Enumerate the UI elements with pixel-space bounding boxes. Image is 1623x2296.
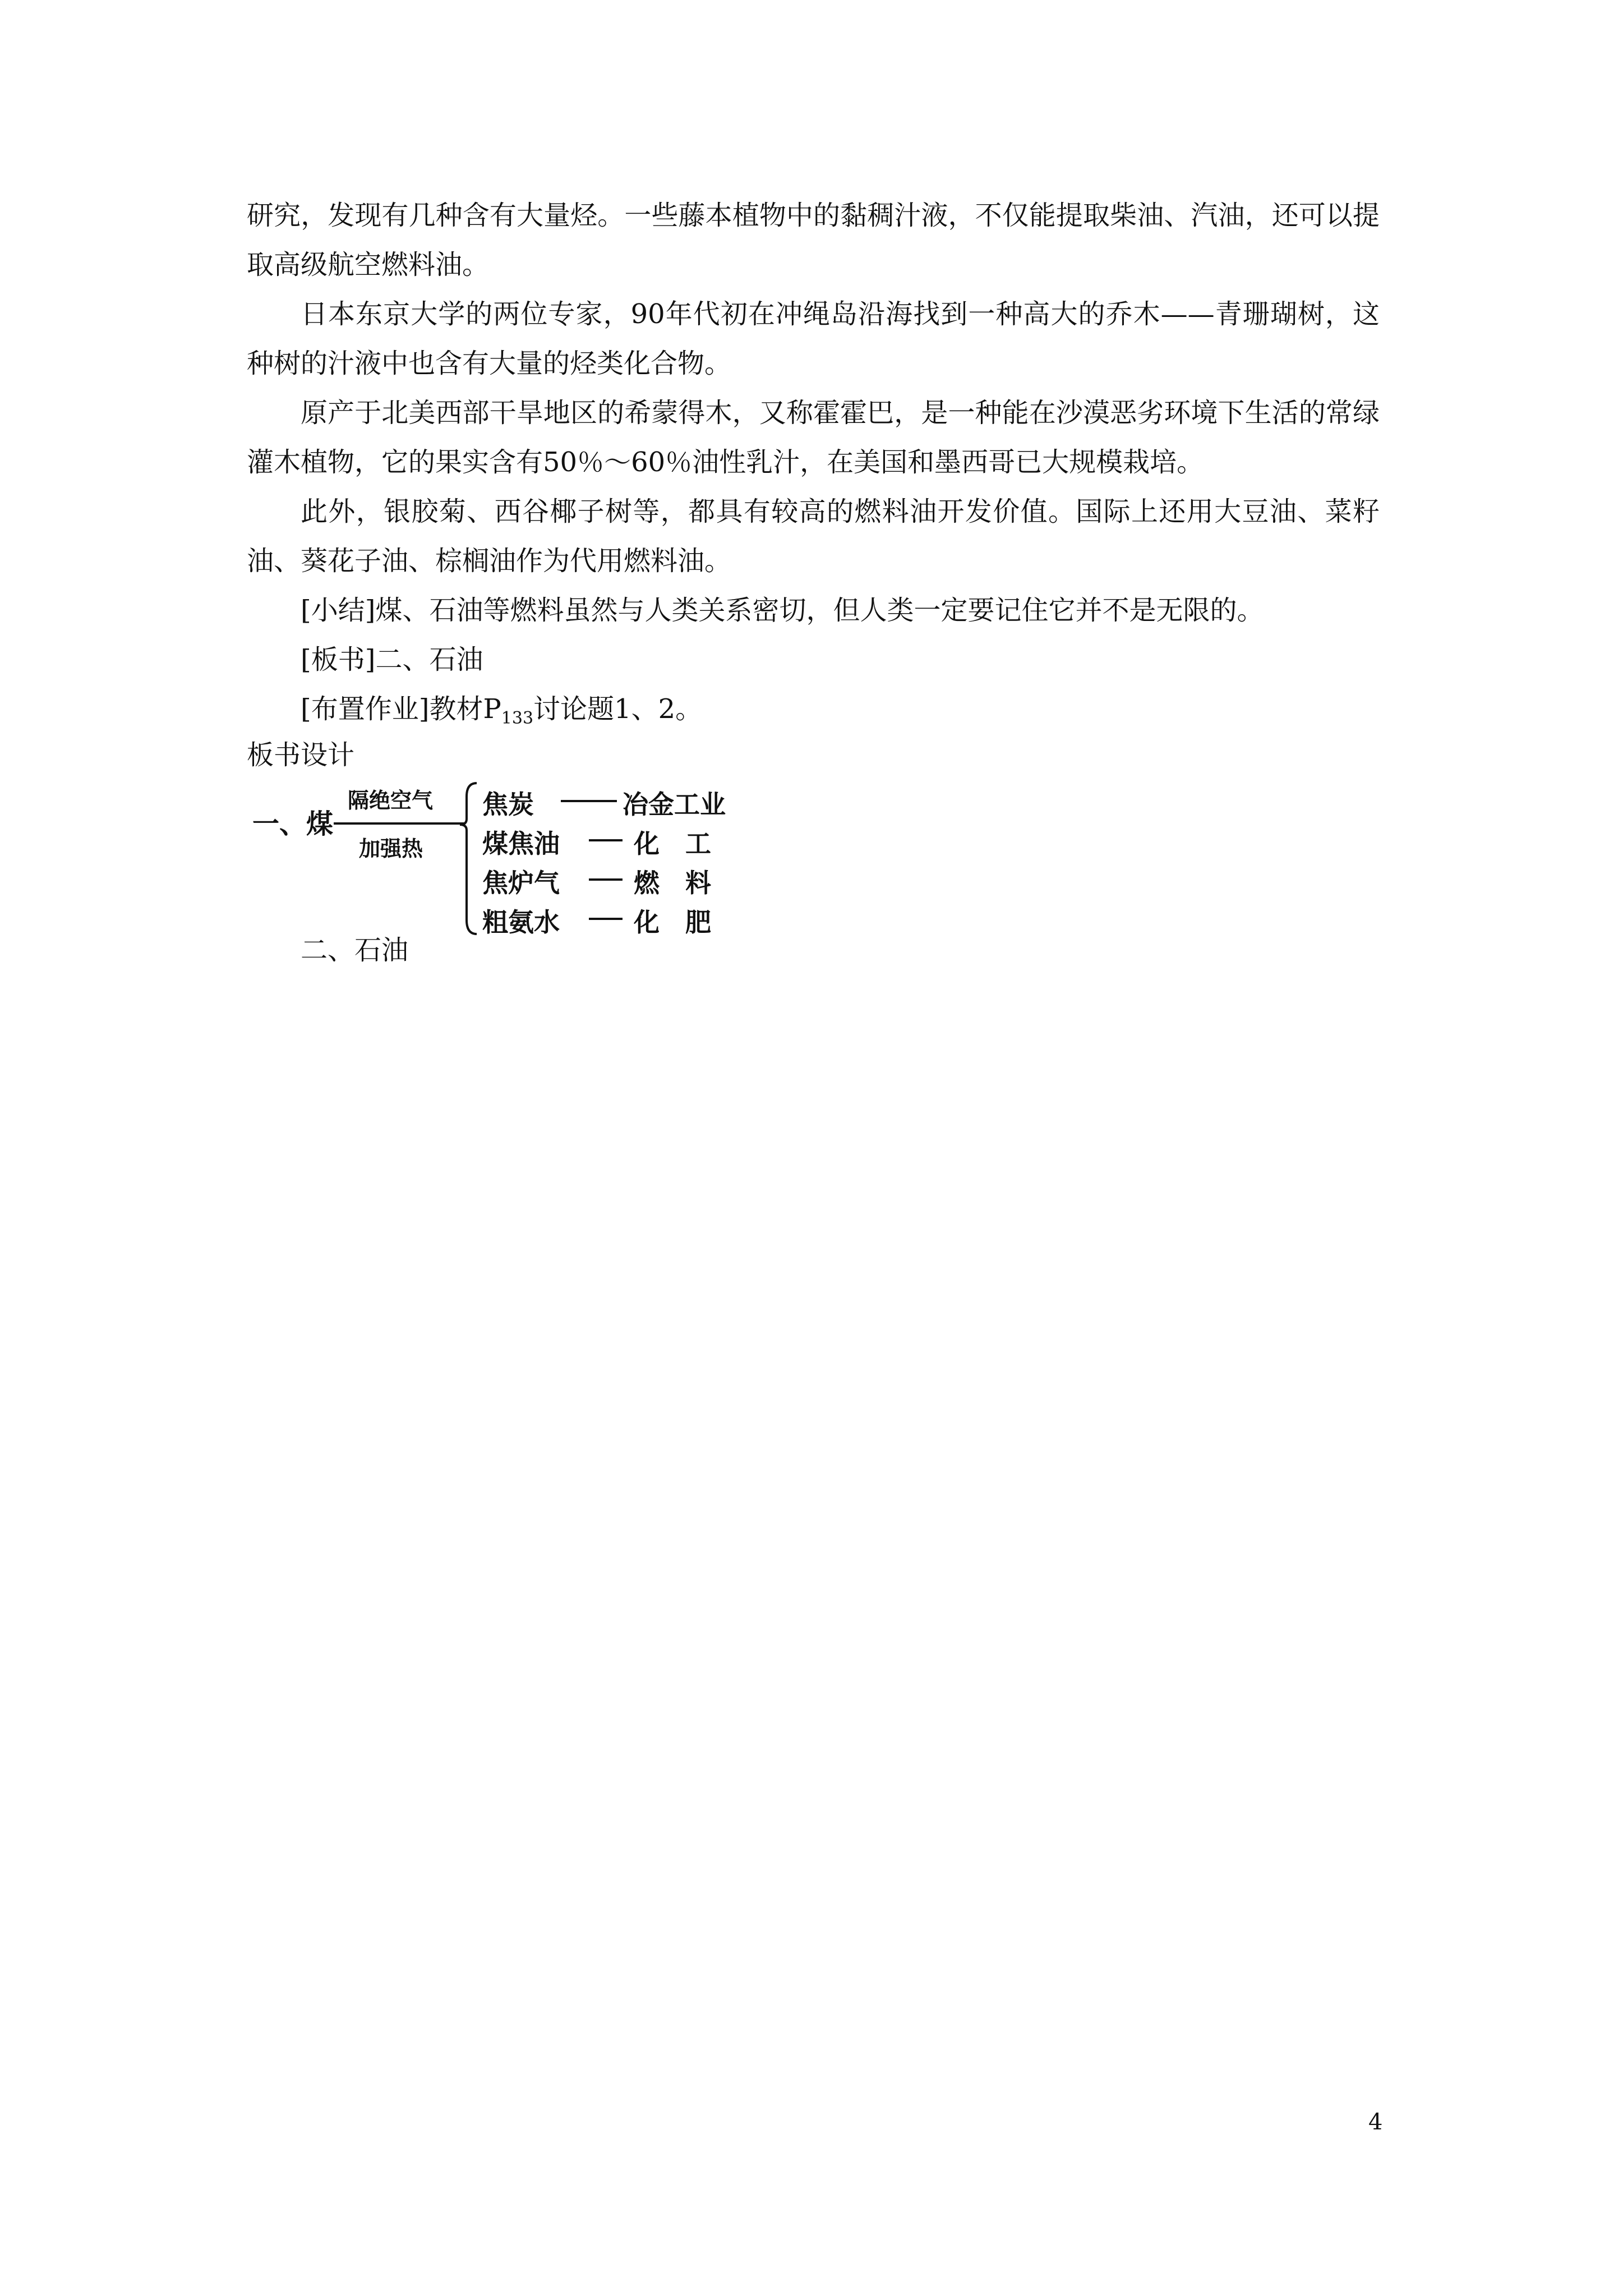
board-design-heading: 板书设计: [247, 739, 355, 771]
product-use-2: 化 工: [634, 829, 711, 859]
section-two-petroleum: 二、石油: [301, 935, 409, 966]
summary-line: [小结]煤、石油等燃料虽然与人类关系密切，但人类一定要记住它并不是无限的。: [301, 595, 1264, 626]
diagram-condition-bottom: 加强热: [359, 836, 423, 861]
board-design-diagram: [247, 780, 751, 948]
board-note-line: [板书]二、石油: [301, 644, 483, 675]
diagram-condition-top: 隔绝空气: [348, 788, 434, 813]
paragraph-plant-oils: 研究，发现有几种含有大量烃。一些藤本植物中的黏稠汁液，不仅能提取柴油、汽油，还可以提取高级航空燃料油。: [247, 200, 1380, 280]
homework-suffix: 讨论题1、2。: [533, 693, 703, 725]
product-use-4: 化 肥: [634, 907, 711, 937]
homework-line: [301, 684, 702, 743]
homework-page-subscript: 133: [501, 708, 534, 728]
page-number: 4: [1368, 2109, 1383, 2135]
diagram-source-coal: 一、煤: [252, 808, 334, 840]
paragraph-other-plants: 此外，银胶菊、西谷椰子树等，都具有较高的燃料油开发价值。国际上还用大豆油、菜籽油、葵花子油、棕榈油作为代用燃料油。: [247, 496, 1380, 577]
product-name-3: 焦炉气: [482, 868, 560, 898]
product-name-1: 焦炭: [482, 789, 534, 820]
product-use-3: 燃 料: [634, 868, 711, 898]
product-use-1: 冶金工业: [623, 789, 726, 820]
paragraph-jojoba: 原产于北美西部干旱地区的希蒙得木，又称霍霍巴，是一种能在沙漠恶劣环境下生活的常绿灌木植物，它的果实含有50％～60％油性乳汁，在美国和墨西哥已大规模栽培。: [247, 397, 1380, 478]
product-name-4: 粗氨水: [482, 907, 560, 937]
paragraph-coral-tree: 日本东京大学的两位专家，90年代初在冲绳岛沿海找到一种高大的乔木——青珊瑚树，这种树的汁液中也含有大量的烃类化合物。: [247, 298, 1380, 379]
product-name-2: 煤焦油: [482, 829, 560, 859]
diagram-brace: [460, 783, 477, 934]
homework-prefix: [布置作业]教材P: [301, 693, 501, 725]
